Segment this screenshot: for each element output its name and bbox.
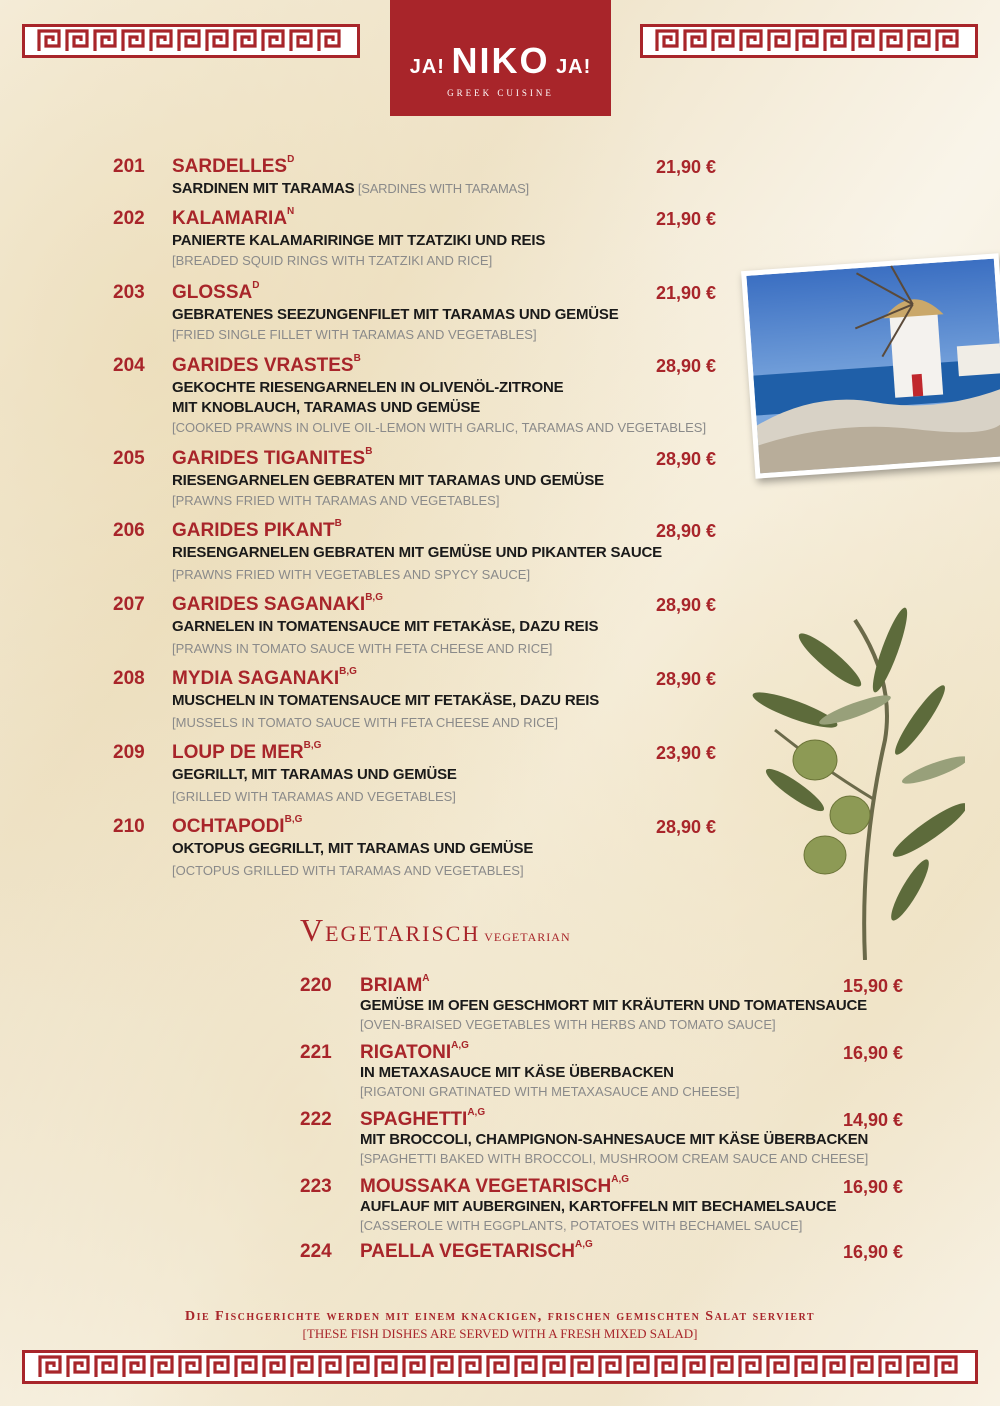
item-description-de	[172, 840, 533, 857]
windmill-photo	[741, 253, 1000, 478]
item-price: 28,90 €	[656, 356, 717, 376]
item-description-de	[172, 379, 563, 396]
item-description-de-text: GEBRATENES SEEZUNGENFILET MIT TARAMAS UND GEMÜSE	[172, 306, 619, 323]
item-description-de-text: MUSCHELN IN TOMATENSAUCE MIT FETAKÄSE, DAZU REIS	[172, 692, 600, 709]
item-name-text: SARDELLES	[172, 156, 288, 177]
item-description-de-text: GEKOCHTE RIESENGARNELEN IN OLIVENÖL-ZITRONE	[172, 379, 564, 396]
item-price: 23,90 €	[656, 743, 717, 763]
item-description-en: [PRAWNS FRIED WITH VEGETABLES AND SPYCY SAUCE]	[172, 567, 531, 582]
item-name	[172, 282, 259, 304]
item-number: 222	[300, 1109, 332, 1130]
greek-key-border-top-left	[22, 24, 360, 58]
item-description-en	[354, 181, 529, 196]
item-description-en: [SPAGHETTI BAKED WITH BROCCOLI, MUSHROOM CREAM SAUCE AND CHEESE]	[360, 1151, 869, 1166]
greek-key-border-top-right	[640, 24, 978, 58]
item-allergens: B,G	[365, 592, 383, 603]
item-description-de-text: GEGRILLT, MIT TARAMAS UND GEMÜSE	[172, 766, 457, 783]
item-name	[360, 1241, 593, 1263]
item-number: 204	[113, 355, 145, 376]
item-description-en: [RIGATONI GRATINATED WITH METAXASAUCE AND CHEESE]	[360, 1084, 740, 1099]
item-name-text: GARIDES PIKANT	[172, 520, 335, 541]
item-description-en: [MUSSELS IN TOMATO SAUCE WITH FETA CHEESE AND RICE]	[172, 715, 558, 730]
windmill-photo-image	[746, 259, 1000, 474]
item-name-text: LOUP DE MER	[172, 742, 304, 763]
item-number: 208	[113, 668, 145, 689]
item-price: 16,90 €	[843, 1242, 904, 1262]
item-price: 14,90 €	[843, 1110, 904, 1130]
item-description-de-text: GARNELEN IN TOMATENSAUCE MIT FETAKÄSE, DAZU REIS	[172, 618, 599, 635]
item-name-text: PAELLA VEGETARISCH	[360, 1241, 575, 1262]
item-price: 21,90 €	[656, 157, 717, 177]
item-description-de	[172, 306, 619, 323]
item-name	[172, 208, 294, 230]
item-number: 201	[113, 156, 145, 177]
item-allergens: B,G	[284, 814, 303, 825]
item-number: 206	[113, 520, 145, 541]
item-number: 210	[113, 816, 145, 837]
item-allergens: D	[252, 280, 260, 291]
item-allergens: A,G	[451, 1040, 469, 1051]
item-description-de	[172, 692, 599, 709]
logo-right-text: JA!	[556, 56, 592, 78]
item-number: 203	[113, 282, 145, 303]
item-description-de	[172, 232, 545, 249]
item-number: 209	[113, 742, 145, 763]
item-description-en: [CASSEROLE WITH EGGPLANTS, POTATOES WITH BECHAMEL SAUCE]	[360, 1218, 803, 1233]
item-number: 221	[300, 1042, 332, 1063]
item-description-de	[172, 544, 662, 561]
item-name	[360, 1109, 485, 1131]
item-description-en: [FRIED SINGLE FILLET WITH TARAMAS AND VEGETABLES]	[172, 327, 537, 342]
item-number: 202	[113, 208, 145, 229]
item-price: 28,90 €	[656, 521, 717, 541]
item-allergens: B	[365, 446, 373, 457]
item-name-text: RIGATONI	[360, 1042, 452, 1063]
section-title-sub: vegetarian	[484, 926, 571, 945]
restaurant-logo	[390, 0, 611, 116]
item-allergens: A,G	[467, 1107, 486, 1118]
item-description-en: [PRAWNS FRIED WITH TARAMAS AND VEGETABLES]	[172, 493, 500, 508]
item-name	[172, 668, 357, 690]
item-price: 28,90 €	[656, 817, 717, 837]
item-name-text: BRIAM	[360, 975, 423, 996]
item-description-en: [OVEN-BRAISED VEGETABLES WITH HERBS AND TOMATO SAUCE]	[360, 1017, 776, 1032]
item-name	[360, 1176, 629, 1198]
logo-subtitle: GREEK CUISINE	[447, 88, 554, 98]
item-number: 207	[113, 594, 145, 615]
section-title-main: Vegetarisch	[300, 912, 481, 948]
item-name	[172, 742, 321, 764]
item-allergens: A	[422, 973, 430, 984]
item-price: 16,90 €	[843, 1043, 904, 1063]
item-number: 224	[300, 1241, 332, 1262]
logo-center-text: NIKO	[451, 40, 550, 81]
item-name-text: GLOSSA	[172, 282, 253, 303]
item-description-en: [PRAWNS IN TOMATO SAUCE WITH FETA CHEESE AND RICE]	[172, 641, 553, 656]
item-description-de: MIT BROCCOLI, CHAMPIGNON-SAHNESAUCE MIT KÄSE ÜBERBACKEN	[360, 1131, 869, 1148]
item-name-text: MOUSSAKA VEGETARISCH	[360, 1176, 612, 1197]
item-name-text: OCHTAPODI	[172, 816, 285, 837]
item-description-en-text: [SARDINES WITH TARAMAS]	[357, 181, 529, 196]
greek-key-pattern	[640, 24, 978, 58]
item-description-de-text: RIESENGARNELEN GEBRATEN MIT TARAMAS UND GEMÜSE	[172, 472, 604, 489]
greek-key-pattern	[22, 24, 360, 58]
item-allergens: N	[287, 206, 295, 217]
item-description-en: [GRILLED WITH TARAMAS AND VEGETABLES]	[172, 789, 456, 804]
logo-wordmark	[390, 40, 611, 82]
item-price: 28,90 €	[656, 595, 717, 615]
logo-left-text: JA!	[409, 56, 445, 78]
item-description-de-text: RIESENGARNELEN GEBRATEN MIT GEMÜSE UND PIKANTER SAUCE	[172, 544, 662, 561]
item-name	[172, 156, 294, 178]
item-price: 21,90 €	[656, 209, 717, 229]
item-description-de	[172, 766, 457, 783]
item-name	[172, 355, 361, 377]
item-price: 28,90 €	[656, 449, 717, 469]
item-allergens: A,G	[575, 1239, 593, 1250]
item-description-de-text: OKTOPUS GEGRILLT, MIT TARAMAS UND GEMÜSE	[172, 840, 534, 857]
item-description-en: [BREADED SQUID RINGS WITH TZATZIKI AND RICE]	[172, 253, 493, 268]
item-description-en: [COOKED PRAWNS IN OLIVE OIL-LEMON WITH GARLIC, TARAMAS AND VEGETABLES]	[172, 420, 707, 435]
item-description-de	[172, 180, 529, 197]
vegetarian-section-title	[300, 912, 571, 949]
item-description-de	[172, 618, 598, 635]
item-price: 28,90 €	[656, 669, 717, 689]
item-name	[172, 816, 302, 838]
item-allergens: B,G	[303, 740, 322, 751]
item-name-text: GARIDES TIGANITES	[172, 448, 366, 469]
item-description-de: IN METAXASAUCE MIT KÄSE ÜBERBACKEN	[360, 1064, 674, 1081]
item-allergens: D	[287, 154, 295, 165]
item-name	[360, 975, 430, 997]
greek-key-border-bottom	[22, 1350, 978, 1384]
item-price: 16,90 €	[843, 1177, 904, 1197]
item-number: 220	[300, 975, 332, 996]
item-name	[172, 448, 372, 470]
footer-note-en: [THESE FISH DISHES ARE SERVED WITH A FRESH MIXED SALAD]	[302, 1326, 698, 1341]
item-name-text: GARIDES VRASTES	[172, 355, 354, 376]
footer-note-de: Die Fischgerichte werden mit einem knackigen, frischen gemischten Salat serviert	[184, 1309, 816, 1324]
item-name-text: GARIDES SAGANAKI	[172, 594, 366, 615]
item-description-de: AUFLAUF MIT AUBERGINEN, KARTOFFELN MIT BECHAMELSAUCE	[360, 1198, 837, 1215]
item-description-de: GEMÜSE IM OFEN GESCHMORT MIT KRÄUTERN UND TOMATENSAUCE	[360, 997, 867, 1014]
item-description-de-text: PANIERTE KALAMARIRINGE MIT TZATZIKI UND REIS	[172, 232, 546, 249]
item-allergens: B,G	[339, 666, 357, 677]
item-allergens: A,G	[611, 1174, 630, 1185]
item-price: 15,90 €	[843, 976, 904, 996]
item-description-de-line2: MIT KNOBLAUCH, TARAMAS UND GEMÜSE	[172, 399, 481, 416]
item-description-de-text: SARDINEN MIT TARAMAS	[172, 180, 355, 197]
item-price: 21,90 €	[656, 283, 717, 303]
item-name-text: KALAMARIA	[172, 208, 288, 229]
item-description-en: [OCTOPUS GRILLED WITH TARAMAS AND VEGETABLES]	[172, 863, 524, 878]
item-name-text: MYDIA SAGANAKI	[172, 668, 340, 689]
item-number: 205	[113, 448, 145, 469]
item-allergens: B	[353, 353, 361, 364]
item-description-de	[172, 472, 604, 489]
item-allergens: B	[334, 518, 342, 529]
item-name	[172, 520, 342, 542]
greek-key-pattern	[22, 1350, 978, 1384]
olive-branch-icon	[735, 600, 965, 960]
item-name-text: SPAGHETTI	[360, 1109, 468, 1130]
item-name	[360, 1042, 469, 1064]
item-name	[172, 594, 383, 616]
item-number: 223	[300, 1176, 332, 1197]
